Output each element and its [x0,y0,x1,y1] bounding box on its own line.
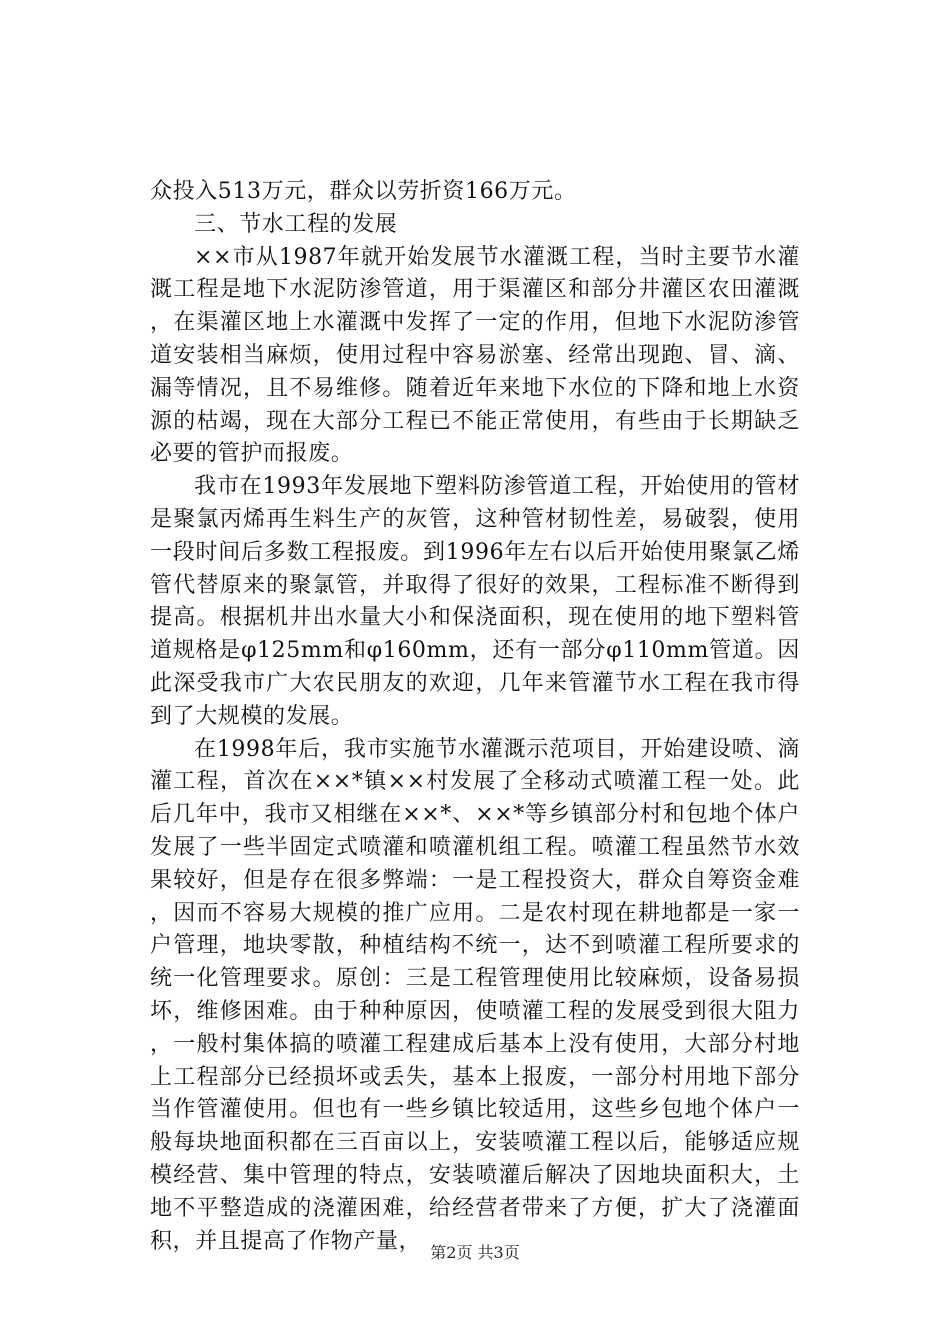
paragraph-sprinkler: 在1998年后，我市实施节水灌溉示范项目，开始建设喷、滴灌工程，首次在××*镇××村发展了全移动式喷灌工程一处。此后几年中，我市又相继在××*、××*等乡镇部分村和包地个体户发展了一些半固定式喷灌和喷灌机组工程。喷灌工程虽然节水效果较好，但是存在很多弊端：一是工程投资大，群众自筹资金难，因而不容易大规模的推广应用。二是农村现在耕地都是一家一户管理，地块零散，种植结构不统一，达不到喷灌工程所要求的统一化管理要求。原创：三是工程管理使用比较麻烦，设备易损坏，维修困难。由于种种原因，使喷灌工程的发展受到很大阻力，一般村集体搞的喷灌工程建成后基本上没有使用，大部分村地上工程部分已经损坏或丢失，基本上报废，一部分村用地下部分当作管灌使用。但也有一些乡镇比较适用，这些乡包地个体户一般每块地面积都在三百亩以上，安装喷灌工程以后，能够适应规模经营、集中管理的特点，安装喷灌后解决了因地块面积大，土地不平整造成的浇灌困难，给经营者带来了方便，扩大了浇灌面积，并且提高了作物产量， [150,736,800,1254]
document-body [150,176,800,1258]
paragraph-continuation: 众投入513万元，群众以劳折资166万元。 [150,179,577,204]
paragraph-history: ××市从1987年就开始发展节水灌溉工程，当时主要节水灌溉工程是地下水泥防渗管道，用于渠灌区和部分井灌区农田灌溉，在渠灌区地上水灌溉中发挥了一定的作用，但地下水泥防渗管道安装相当麻烦，使用过程中容易淤塞、经常出现跑、冒、滴、漏等情况，且不易维修。随着近年来地下水位的下降和地上水资源的枯竭，现在大部分工程已不能正常使用，有些由于长期缺乏必要的管护而报废。 [150,244,800,467]
page-number-footer: 第2页 共3页 [430,1243,520,1262]
paragraph-plastic-pipes: 我市在1993年发展地下塑料防渗管道工程，开始使用的管材是聚氯丙烯再生料生产的灰管，这种管材韧性差，易破裂，使用一段时间后多数工程报废。到1996年左右以后开始使用聚氯乙烯管代替原来的聚氯管，并取得了很好的效果，工程标准不断得到提高。根据机井出水量大小和保浇面积，现在使用的地下塑料管道规格是φ125mm和φ160mm，还有一部分φ110mm管道。因此深受我市广大农民朋友的欢迎，几年来管灌节水工程在我市得到了大规模的发展。 [150,474,800,729]
section-heading: 三、节水工程的发展 [194,211,398,237]
